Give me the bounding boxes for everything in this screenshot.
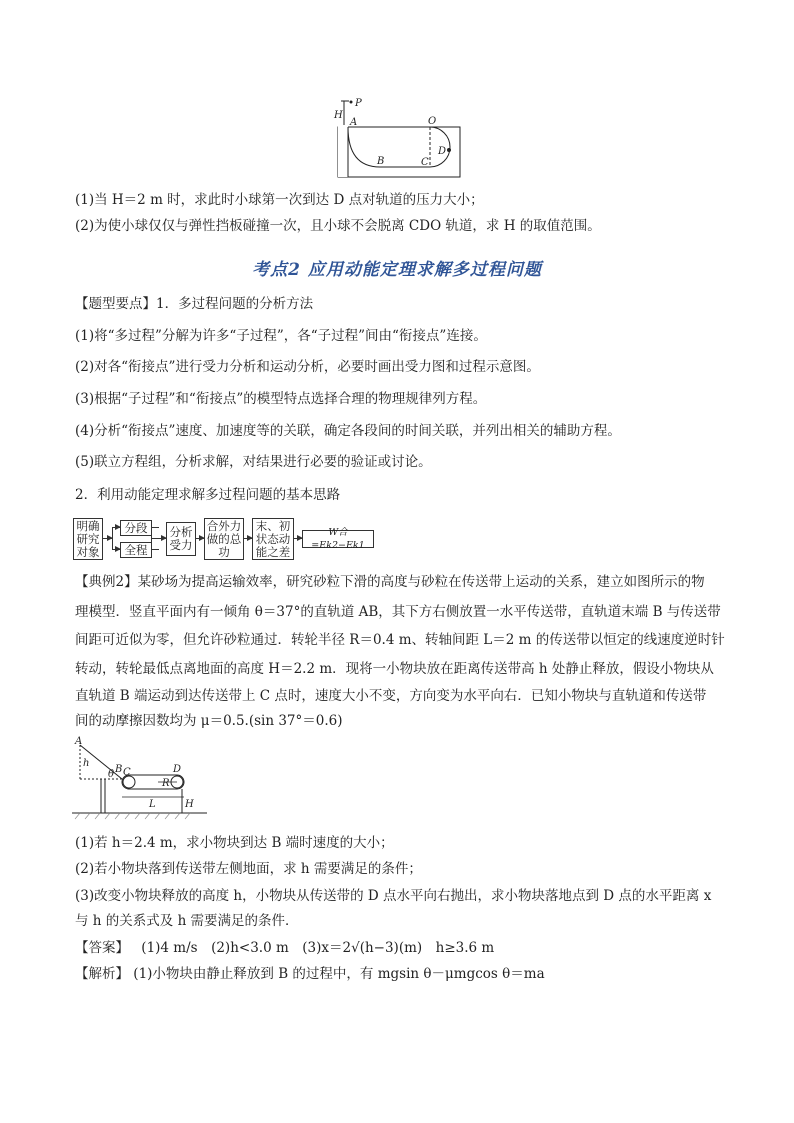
example2-question-2: (2)若小物块落到传送带左侧地面，求 h 需要满足的条件； <box>75 861 422 877</box>
analysis-line <box>75 963 735 985</box>
flow-box-kinetic-diff: 末、初状态动能之差 <box>252 518 294 560</box>
flow-arrow <box>195 538 204 539</box>
label-r: R <box>162 778 170 789</box>
example2-line-3: 间距可近似为零，但允许砂粒通过．转轮半径 R＝0.4 m、转轴间距 L＝2 m 的传送带以恒定的线速度逆时针 <box>75 632 725 648</box>
flow-arrow <box>243 538 252 539</box>
example2-line-6: 间的动摩擦因数均为 μ＝0.5.(sin 37°＝0.6) <box>75 713 343 729</box>
label-l: L <box>149 799 156 810</box>
track-figure <box>330 95 465 180</box>
key-point-5: (5)联立方程组，分析求解，对结果进行必要的验证或讨论。 <box>75 454 432 470</box>
label-c: C <box>421 157 429 168</box>
key-point-1: (1)将“多过程”分解为许多“子过程”，各“子过程”间由“衔接点”连接。 <box>75 328 487 344</box>
flow-arrow <box>112 527 120 528</box>
example2-question-1: (1)若 h＝2.4 m，求小物块到达 B 端时速度的大小； <box>75 835 394 851</box>
label-o: O <box>428 116 437 127</box>
label-b: B <box>377 156 385 167</box>
key-points-intro: 【题型要点】1．多过程问题的分析方法 <box>75 296 314 312</box>
flow-box-segment: 分段 <box>120 520 152 536</box>
flow-box-force: 分析受力 <box>166 522 196 556</box>
example2-line-5: 直轨道 B 端运动到达传送带上 C 点时，速度大小不变，方向变为水平向右．已知小物块与直轨道和传送带 <box>75 688 707 704</box>
label-h: H <box>334 110 343 121</box>
label-a2: A <box>75 736 83 747</box>
label-a: A <box>350 117 358 128</box>
analysis-label: 【解析】 <box>75 966 129 982</box>
answer-line <box>75 937 735 959</box>
label-h2: h <box>83 758 90 769</box>
flow-box-formula: W合=Ek2−Ek1 <box>302 530 374 548</box>
label-d: D <box>438 146 447 157</box>
flow-arrow <box>151 538 166 539</box>
key-point-2: (2)对各“衔接点”进行受力分析和运动分析，必要时画出受力图和过程示意图。 <box>75 359 540 375</box>
example2-question-3b: 与 h 的关系式及 h 需要满足的条件． <box>75 913 299 929</box>
section-heading: 考点2 应用动能定理求解多过程问题 <box>252 260 542 280</box>
answer-label: 【答案】 <box>75 940 129 956</box>
example2-line-4: 转动，转轮最低点离地面的高度 H＝2.2 m．现将一小物块放在距离传送带高 h 处静止释放，假设小物块从 <box>75 661 714 677</box>
flow-arrow <box>293 538 302 539</box>
label-hh: H <box>185 799 194 810</box>
label-b2: B <box>115 764 123 775</box>
key-point-4: (4)分析“衔接点”速度、加速度等的关联，确定各段间的时间关联，并列出相关的辅助方程。 <box>75 423 621 439</box>
problem1-question-2: (2)为使小球仅仅与弹性挡板碰撞一次，且小球不会脱离 CDO 轨道，求 H 的取值范围。 <box>75 218 601 234</box>
flow-box-object: 明确研究对象 <box>73 518 103 560</box>
label-c2: C <box>123 767 131 778</box>
flow-box-total-work: 合外力做的总功 <box>204 518 244 560</box>
answer-text: (1)4 m/s (2)h<3.0 m (3)x＝2√(h−3)(m) h≥3.6 m <box>141 940 495 956</box>
example2-question-3a: (3)改变小物块释放的高度 h，小物块从传送带的 D 点水平向右抛出，求小物块落地点到 D 点的水平距离 x <box>75 888 712 904</box>
flow-arrow <box>102 538 112 539</box>
problem1-question-1: (1)当 H＝2 m 时，求此时小球第一次到达 D 点对轨道的压力大小； <box>75 192 484 208</box>
flow-box-whole: 全程 <box>120 542 152 558</box>
label-theta: θ <box>108 769 115 780</box>
label-d2: D <box>173 764 182 775</box>
flow-arrow <box>112 549 120 550</box>
label-p: P <box>355 98 362 109</box>
key-point-3: (3)根据“子过程”和“衔接点”的模型特点选择合理的物理规律列方程。 <box>75 391 487 407</box>
example2-line-2: 理模型．竖直平面内有一倾角 θ＝37°的直轨道 AB，其下方右侧放置一水平传送带，直轨道末端 B 与传送带 <box>75 604 721 620</box>
example2-line-1: 【典例2】某砂场为提高运输效率，研究砂粒下滑的高度与砂粒在传送带上运动的关系，建立如图所示的物 <box>75 574 705 590</box>
analysis-text: (1)小物块由静止释放到 B 的过程中，有 mgsin θ－μmgcos θ＝ma <box>133 966 545 982</box>
conveyor-figure <box>72 735 207 820</box>
key-points-item-2: 2．利用动能定理求解多过程问题的基本思路 <box>75 487 341 503</box>
